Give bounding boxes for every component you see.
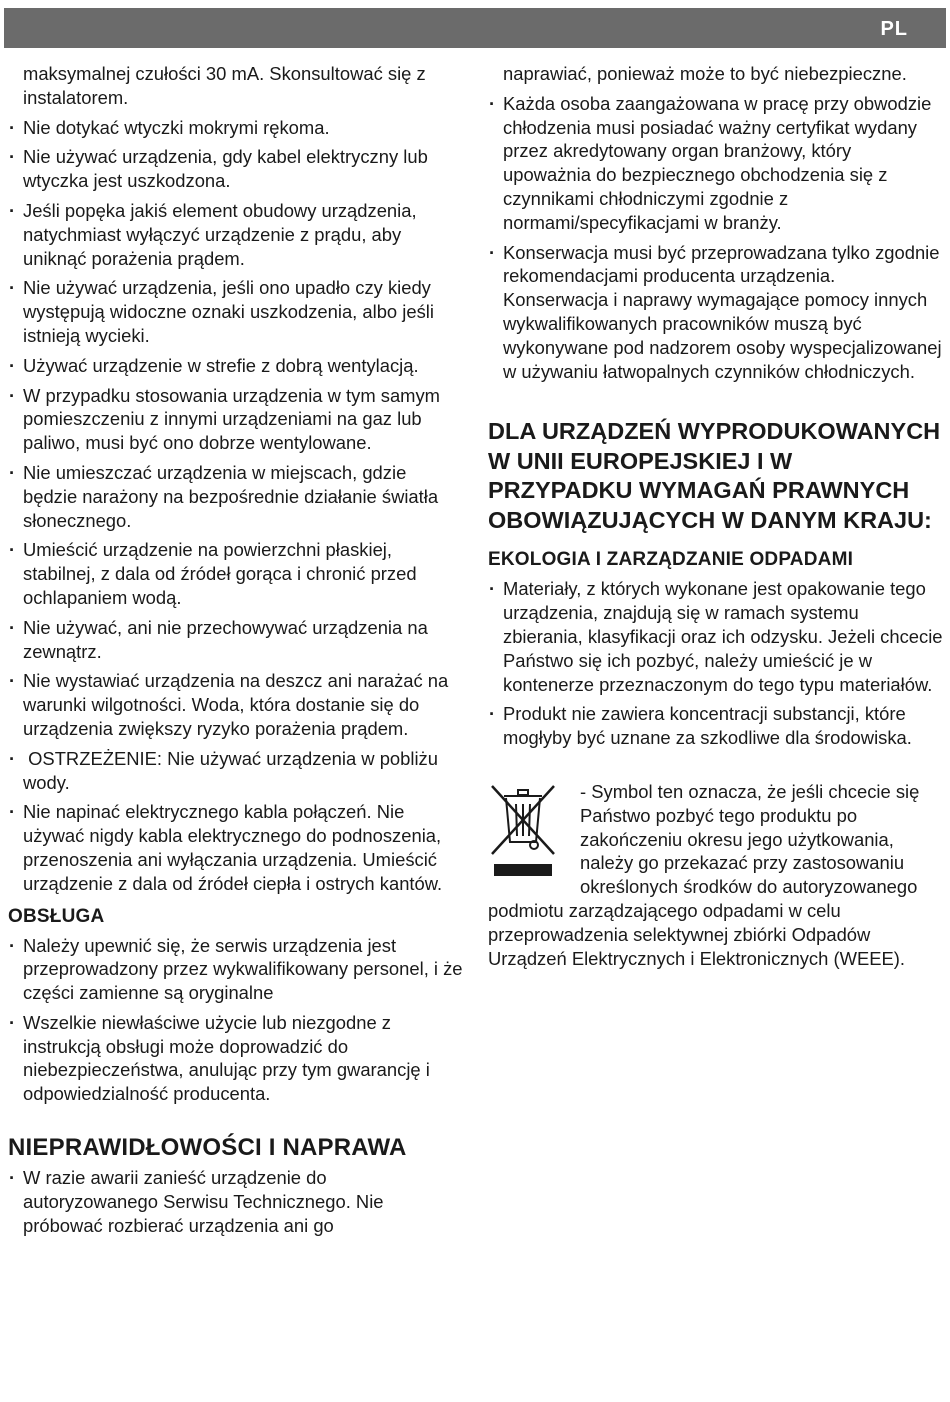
eco-heading: EKOLOGIA I ZARZĄDZANIE ODPADAMI bbox=[488, 549, 854, 571]
left-bullet-1: · Nie dotykać wtyczki mokrymi rękoma. bbox=[8, 116, 463, 140]
repair-bullet-1: · W razie awarii zanieść urządzenie do autoryzowanego Serwisu Technicznego. Nie próbować rozbierać urządzenia ani go bbox=[8, 1166, 463, 1237]
left-bullet-7: · Nie umieszczać urządzenia w miejscach, gdzie będzie narażony na bezpośrednie działanie światła słonecznego. bbox=[8, 461, 463, 532]
left-column bbox=[8, 62, 463, 1237]
left-bullet-8: · Umieścić urządzenie na powierzchni płaskiej, stabilnej, z dala od źródeł gorąca i chronić przed ochlapaniem wodą. bbox=[8, 538, 463, 609]
left-bullet-11: · OSTRZEŻENIE: Nie używać urządzenia w pobliżu wody. bbox=[8, 747, 463, 795]
left-bullet-2: · Nie używać urządzenia, gdy kabel elektryczny lub wtyczka jest uszkodzona. bbox=[8, 145, 463, 193]
left-bullet-9: · Nie używać, ani nie przechowywać urządzenia na zewnątrz. bbox=[8, 616, 463, 664]
service-bullet-1: · Należy upewnić się, że serwis urządzenia jest przeprowadzony przez wykwalifikowany personel, i że części zamienne są oryginalne bbox=[8, 934, 463, 1005]
eco-bullet-1: · Materiały, z których wykonane jest opakowanie tego urządzenia, znajdują się w ramach systemu zbierania, klasyfikacji oraz ich odzysku. Jeżeli chcecie Państwo się ich pozbyć, należy umieścić je w kontenerze przeznaczonym do tego typu materiałów. bbox=[488, 577, 943, 696]
left-intro-text: maksymalnej czułości 30 mA. Skonsultować się z instalatorem. bbox=[23, 63, 426, 108]
left-bullet-12: · Nie napinać elektrycznego kabla połączeń. Nie używać nigdy kabla elektrycznego do podnoszenia, przenoszenia ani wyłączania urządzenia. Umieścić urządzenie z dala od źródeł ciepła i ostrych kantów. bbox=[8, 800, 463, 895]
right-bullet-1: · Każda osoba zaangażowana w pracę przy obwodzie chłodzenia musi posiadać ważny certyfikat wydany przez akredytowany organ branżowy, który upoważnia do bezpiecznego obchodzenia się z czynnikami chłodniczymi zgodnie z normami/specyfikacjami w branży. bbox=[488, 92, 943, 235]
crossed-out-wheelie-bin-icon bbox=[488, 782, 558, 882]
right-column bbox=[488, 62, 943, 970]
eu-heading: DLA URZĄDZEŃ WYPRODUKOWANYCH W UNII EUROPEJSKIEJ I W PRZYPADKU WYMAGAŃ PRAWNYCH OBOWIĄZUJĄCYCH W DANYM KRAJU: bbox=[488, 418, 941, 533]
left-bullet-10: · Nie wystawiać urządzenia na deszcz ani narażać na warunki wilgotności. Woda, która dostanie się do urządzenia zwiększy ryzyko porażenia prądem. bbox=[8, 669, 463, 740]
weee-block bbox=[488, 780, 943, 970]
repair-heading: NIEPRAWIDŁOWOŚCI I NAPRAWA bbox=[8, 1134, 407, 1162]
service-heading: OBSŁUGA bbox=[8, 905, 105, 927]
language-label: PL bbox=[880, 18, 908, 40]
left-bullet-3: · Jeśli popęka jakiś element obudowy urządzenia, natychmiast wyłączyć urządzenie z prądu, aby uniknąć porażenia prądem. bbox=[8, 199, 463, 270]
left-bullet-5: · Używać urządzenie w strefie z dobrą wentylacją. bbox=[8, 354, 463, 378]
eco-bullet-2: · Produkt nie zawiera koncentracji substancji, które mogłyby być uznane za szkodliwe dla środowiska. bbox=[488, 702, 943, 750]
left-bullet-6: · W przypadku stosowania urządzenia w tym samym pomieszczeniu z innymi urządzeniami na gaz lub paliwo, musi być ono dobrze wentylowane. bbox=[8, 384, 463, 455]
right-bullet-2: · Konserwacja musi być przeprowadzana tylko zgodnie rekomendacjami producenta urządzenia. Konserwacja i naprawy wymagające pomocy innych wykwalifikowanych pracowników muszą być wykonywane pod nadzorem osoby wyspecjalizowanej w używaniu łatwopalnych czynników chłodniczych. bbox=[488, 241, 943, 384]
service-bullet-2: · Wszelkie niewłaściwe użycie lub niezgodne z instrukcją obsługi może doprowadzić do niebezpieczeństwa, anulując przy tym gwarancję i odpowiedzialność producenta. bbox=[8, 1011, 463, 1106]
left-bullet-4: · Nie używać urządzenia, jeśli ono upadło czy kiedy występują widoczne oznaki uszkodzenia, albo jeśli istnieją wycieki. bbox=[8, 276, 463, 347]
weee-description: - Symbol ten oznacza, że jeśli chcecie się Państwo pozbyć tego produktu po zakończeniu okresu jego użytkowania, należy go przekazać przy zastosowaniu określonych środków do autoryzowanego podmiotu zarządzającego odpadami w celu przeprowadzenia selektywnej zbiórki Odpadów Urządzeń Elektrycznych i Elektronicznych (WEEE). bbox=[488, 780, 920, 969]
right-intro-text: naprawiać, ponieważ może to być niebezpieczne. bbox=[503, 63, 907, 84]
header-bar bbox=[4, 8, 946, 48]
